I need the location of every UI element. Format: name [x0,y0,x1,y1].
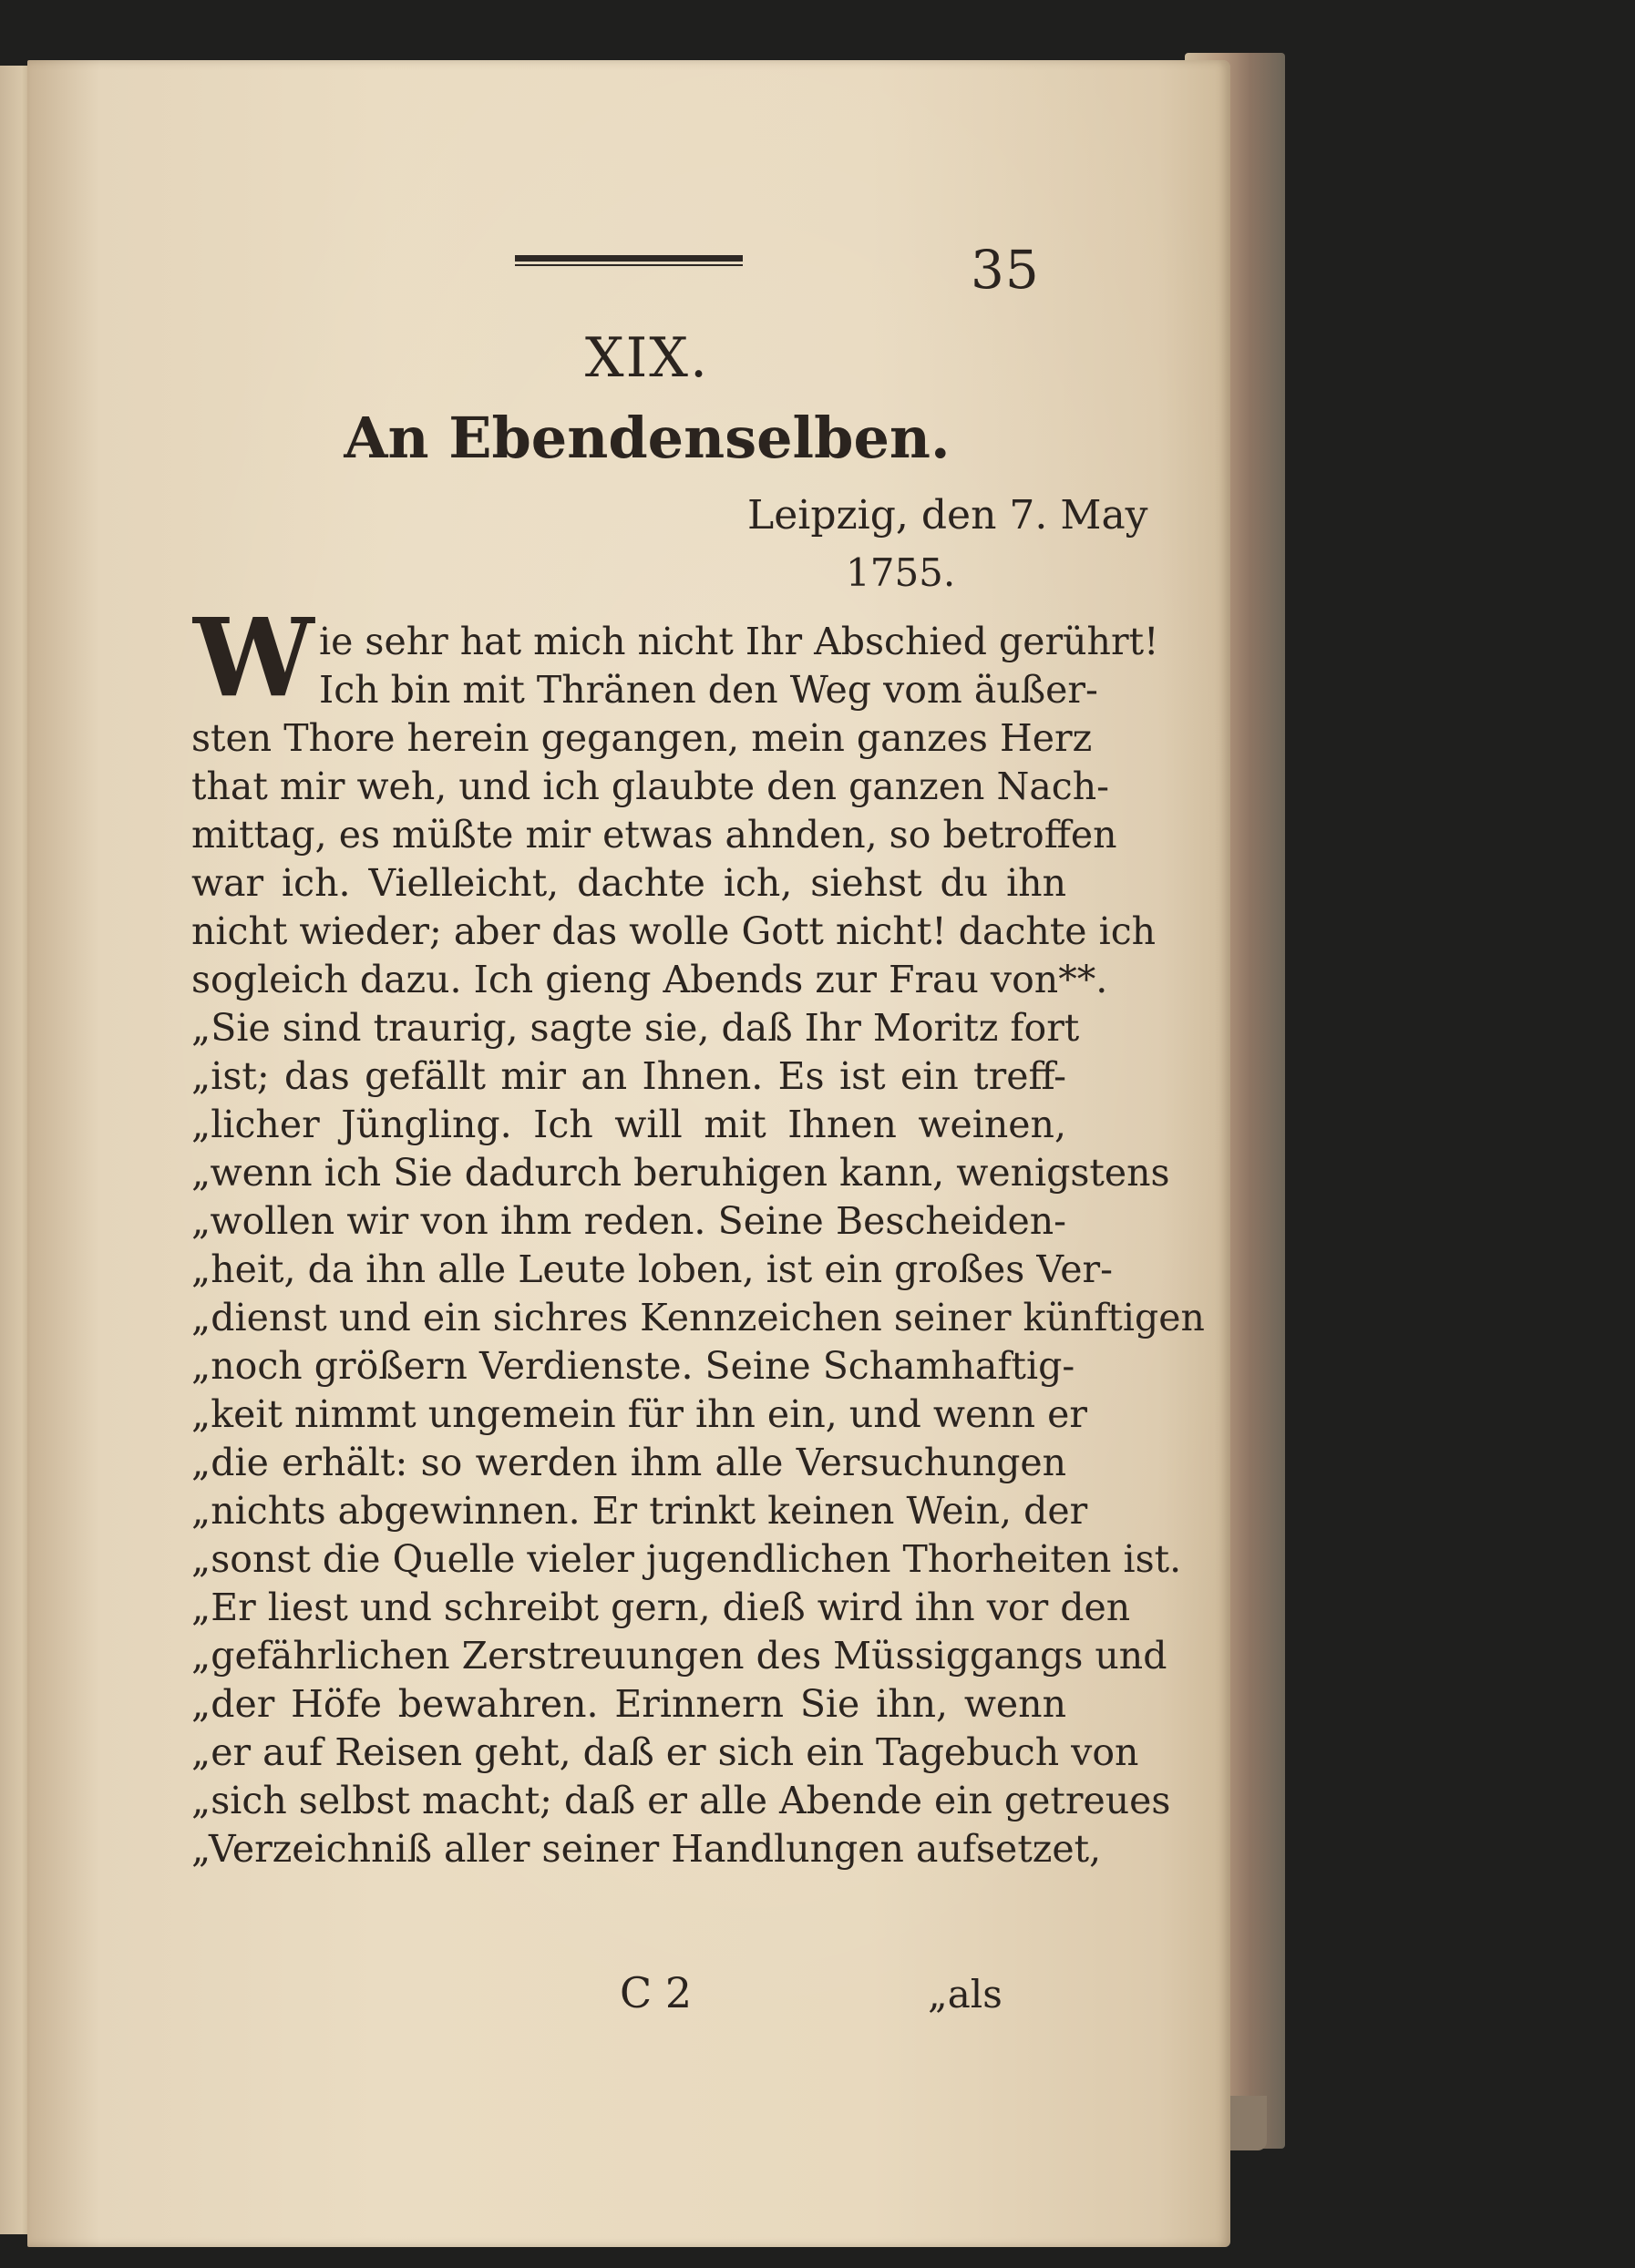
text-line: Ich bin mit Thränen den Weg vom äußer- [319,668,1098,712]
signature-mark: C 2 [620,1968,693,2017]
text-line: „ist; das gefällt mir an Ihnen. Es ist ein treff- [191,1054,1066,1098]
text-line: sogleich dazu. Ich gieng Abends zur Frau von**. [191,958,1108,1001]
text-line: „dienst und ein sichres Kennzeichen seiner künftigen [191,1296,1205,1339]
text-line: „nichts abgewinnen. Er trinkt keinen Wein, der [191,1489,1088,1533]
header-rule-thick [515,255,743,262]
text-line: „keit nimmt ungemein für ihn ein, und wenn er [191,1392,1087,1436]
place-date: Leipzig, den 7. May [747,492,1148,539]
page-number: 35 [971,239,1040,301]
text-line: „wenn ich Sie dadurch beruhigen kann, wenigstens [191,1151,1170,1195]
text-line: „heit, da ihn alle Leute loben, ist ein großes Ver- [191,1247,1113,1291]
text-line: „sich selbst macht; daß er alle Abende ein getreues [191,1779,1171,1822]
text-line: „der Höfe bewahren. Erinnern Sie ihn, wenn [191,1682,1066,1726]
drop-cap: W [193,594,314,721]
text-line: „er auf Reisen geht, daß er sich ein Tagebuch von [191,1730,1139,1774]
text-line: „sonst die Quelle vieler jugendlichen Thorheiten ist. [191,1537,1182,1581]
book-page [27,60,1230,2247]
text-line: that mir weh, und ich glaubte den ganzen Nach- [191,765,1110,808]
text-line: nicht wieder; aber das wolle Gott nicht! dachte ich [191,909,1157,953]
text-line: „gefährlichen Zerstreuungen des Müssiggangs und [191,1634,1167,1678]
text-line: war ich. Vielleicht, dachte ich, siehst du ihn [191,861,1066,905]
text-line: „die erhält: so werden ihm alle Versuchungen [191,1441,1066,1484]
header-rule-thin [515,264,743,266]
text-line: „Er liest und schreibt gern, dieß wird ihn vor den [191,1586,1131,1629]
letter-number: XIX. [584,326,710,390]
text-line: „licher Jüngling. Ich will mit Ihnen weinen, [191,1103,1066,1146]
text-line: „wollen wir von ihm reden. Seine Bescheiden- [191,1199,1066,1243]
text-line: sten Thore herein gegangen, mein ganzes Herz [191,716,1093,760]
text-line: „Sie sind traurig, sagte sie, daß Ihr Moritz fort [191,1006,1080,1050]
text-line: mittag, es müßte mir etwas ahnden, so betroffen [191,813,1117,857]
catchword: „als [928,1972,1003,2017]
header-rule [515,255,743,268]
letter-title: An Ebendenselben. [344,405,951,471]
text-line: „noch größern Verdienste. Seine Schamhaftig- [191,1344,1075,1388]
text-line: „Verzeichniß aller seiner Handlungen aufsetzet, [191,1827,1102,1871]
text-line: ie sehr hat mich nicht Ihr Abschied gerührt! [319,620,1159,663]
year: 1755. [846,550,956,595]
